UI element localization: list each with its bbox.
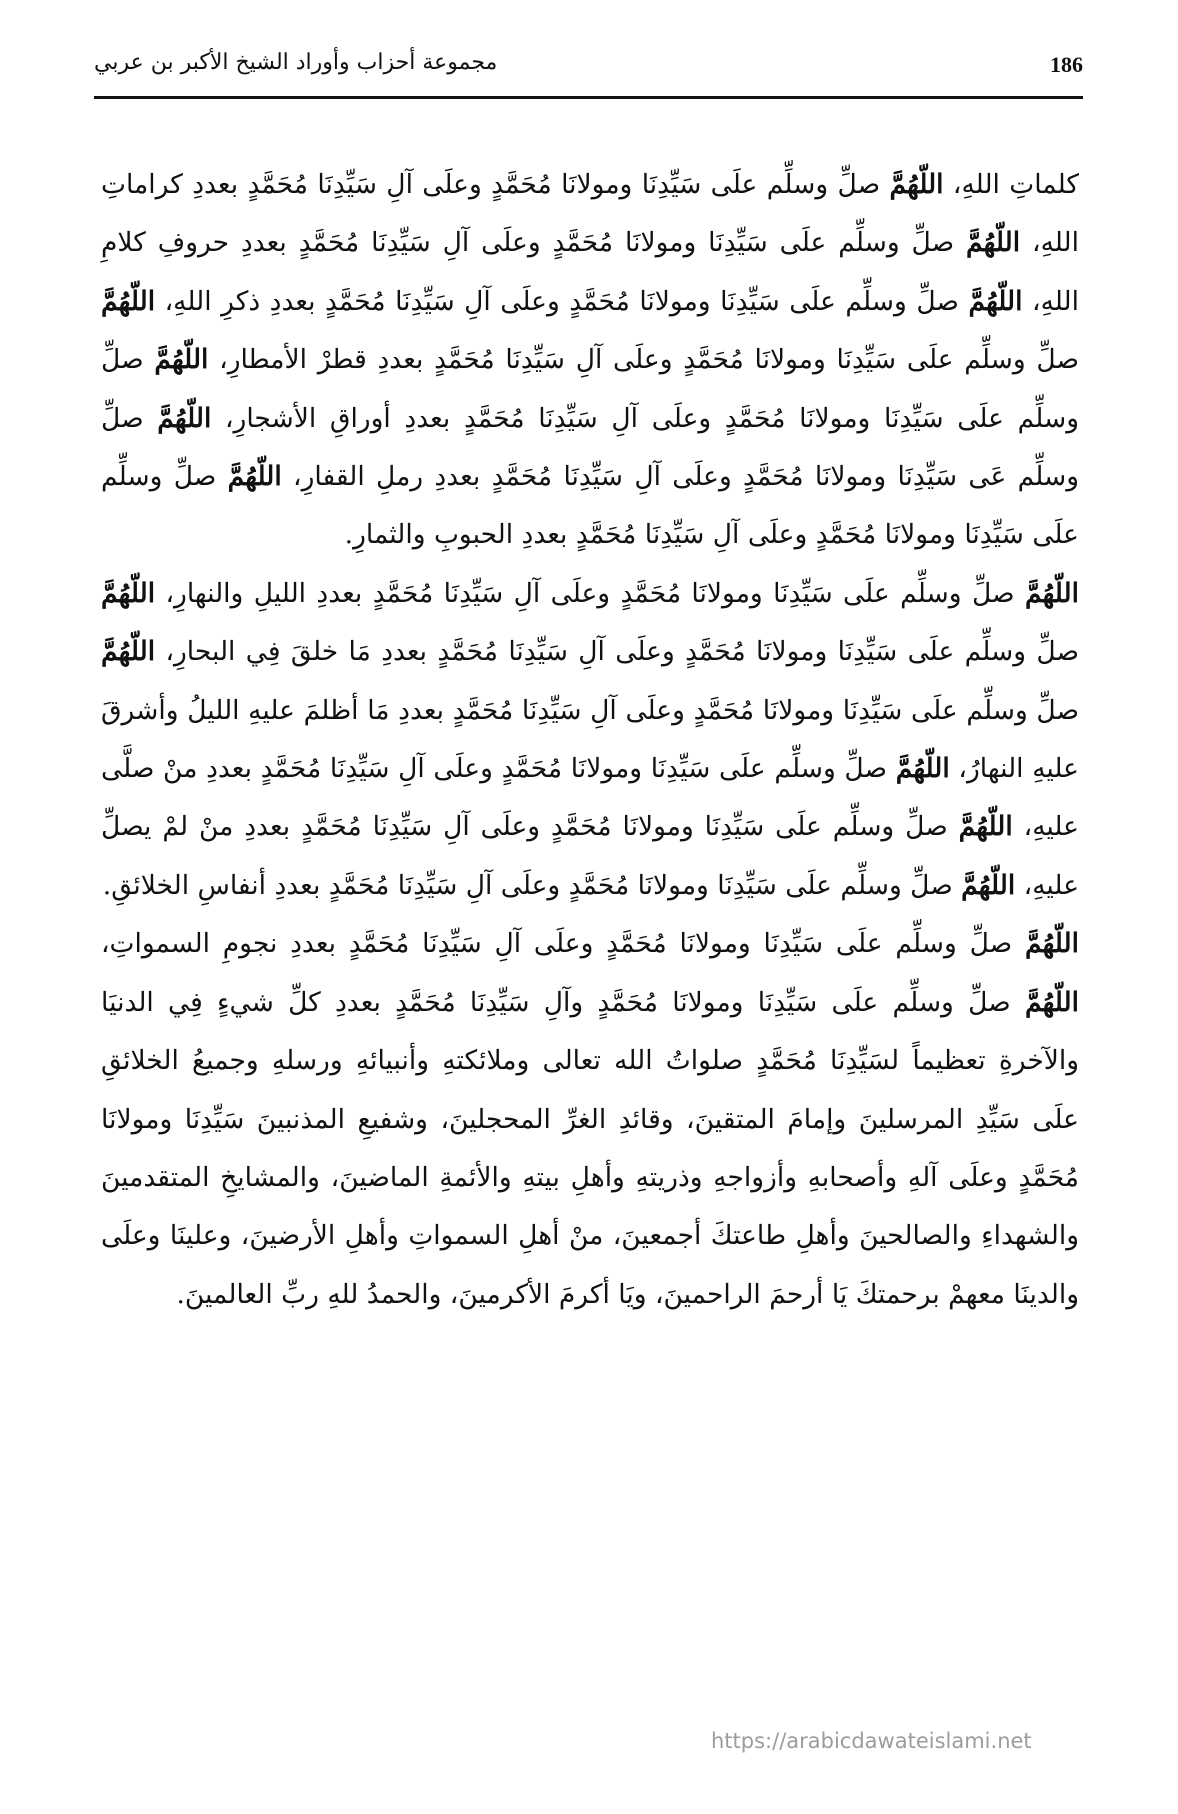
running-title: مجموعة أحزاب وأوراد الشيخ الأكبر بن عربي <box>94 50 498 75</box>
paragraph-1: كلماتِ اللهِ، اللّهُمَّ صلِّ وسلِّم علَى سَيِّدِنَا ومولانَا مُحَمَّدٍ وعلَى آلِ سَيِّدِنَا مُحَمَّدٍ بعددِ كراماتِ اللهِ، اللّهُمَّ صلِّ وسلِّم علَى سَيِّدِنَا ومولانَا مُحَمَّدٍ وعلَى آلِ سَيِّدِنَا مُحَمَّدٍ بعددِ حروفِ كلامِ اللهِ، اللّهُمَّ صلِّ وسلِّم علَى سَيِّدِنَا ومولانَا مُحَمَّدٍ وعلَى آلِ سَيِّدِنَا مُحَمَّدٍ بعددِ ذكرِ اللهِ، اللّهُمَّ صلِّ وسلِّم علَى سَيِّدِنَا ومولانَا مُحَمَّدٍ وعلَى آلِ سَيِّدِنَا مُحَمَّدٍ بعددِ قطرْ الأمطارِ، اللّهُمَّ صلِّ وسلِّم علَى سَيِّدِنَا ومولانَا مُحَمَّدٍ وعلَى آلِ سَيِّدِنَا مُحَمَّدٍ بعددِ أوراقِ الأشجارِ، اللّهُمَّ صلِّ وسلِّم عَى سَيِّدِنَا ومولانَا مُحَمَّدٍ وعلَى آلِ سَيِّدِنَا مُحَمَّدٍ بعددِ رملِ القفارِ، اللّهُمَّ صلِّ وسلِّم علَى سَيِّدِنَا ومولانَا مُحَمَّدٍ وعلَى آلِ سَيِّدِنَا مُحَمَّدٍ بعددِ الحبوبِ والثمارِ. <box>101 169 1080 551</box>
paragraph-2: اللّهُمَّ صلِّ وسلِّم علَى سَيِّدِنَا ومولانَا مُحَمَّدٍ وعلَى آلِ سَيِّدِنَا مُحَمَّدٍ بعددِ الليلِ والنهارِ، اللّهُمَّ صلِّ وسلِّم علَى سَيِّدِنَا ومولانَا مُحَمَّدٍ وعلَى آلِ سَيِّدِنَا مُحَمَّدٍ بعددِ مَا خلقَ فِي البحارِ، اللّهُمَّ صلِّ وسلِّم علَى سَيِّدِنَا ومولانَا مُحَمَّدٍ وعلَى آلِ سَيِّدِنَا مُحَمَّدٍ بعددِ مَا أظلمَ عليهِ الليلُ وأشرقَ عليهِ النهارُ، اللّهُمَّ صلِّ وسلِّم علَى سَيِّدِنَا ومولانَا مُحَمَّدٍ وعلَى آلِ سَيِّدِنَا مُحَمَّدٍ بعددِ منْ صلَّى عليهِ، اللّهُمَّ صلِّ وسلِّم علَى سَيِّدِنَا ومولانَا مُحَمَّدٍ وعلَى آلِ سَيِّدِنَا مُحَمَّدٍ بعددِ منْ لمْ يصلِّ عليهِ، اللّهُمَّ صلِّ وسلِّم علَى سَيِّدِنَا ومولانَا مُحَمَّدٍ وعلَى آلِ سَيِّدِنَا مُحَمَّدٍ بعددِ أنفاسِ الخلائقِ. <box>101 577 1079 901</box>
paragraph-3: اللّهُمَّ صلِّ وسلِّم علَى سَيِّدِنَا ومولانَا مُحَمَّدٍ وعلَى آلِ سَيِّدِنَا مُحَمَّدٍ بعددِ نجومِ السمواتِ، اللّهُمَّ صلِّ وسلِّم علَى سَيِّدِنَا ومولانَا مُحَمَّدٍ وآلِ سَيِّدِنَا مُحَمَّدٍ بعددِ كلِّ شيءٍ فِي الدنيَا والآخرةِ تعظيماً لسَيِّدِنَا مُحَمَّدٍ صلواتُ الله تعالى وملائكتهِ وأنبيائهِ ورسلهِ وجميعُ الخلائقِ علَى سَيِّدِ المرسلينَ وإمامَ المتقينَ، وقائدِ الغرِّ المحجلينَ، وشفيعِ المذنبينَ سَيِّدِنَا ومولانَا مُحَمَّدٍ وعلَى آلهِ وأصحابهِ وأزواجهِ وذريتهِ وأهلِ بيتهِ والأئمةِ الماضينَ، والمشايخِ المتقدمينَ والشهداءِ والصالحينَ وأهلِ طاعتكَ أجمعينَ، منْ أهلِ السمواتِ وأهلِ الأرضينَ، وعلينَا وعلَى والدينَا معهمْ برحمتكَ يَا أرحمَ الراحمينَ، ويَا أكرمَ الأكرمينَ، والحمدُ للهِ ربِّ العالمينَ. <box>101 928 1079 1310</box>
body-text <box>101 156 1079 1324</box>
page-header <box>94 40 1083 99</box>
page-number: 186 <box>1050 52 1083 77</box>
watermark-url: https://arabicdawateislami.net <box>711 1729 1032 1753</box>
